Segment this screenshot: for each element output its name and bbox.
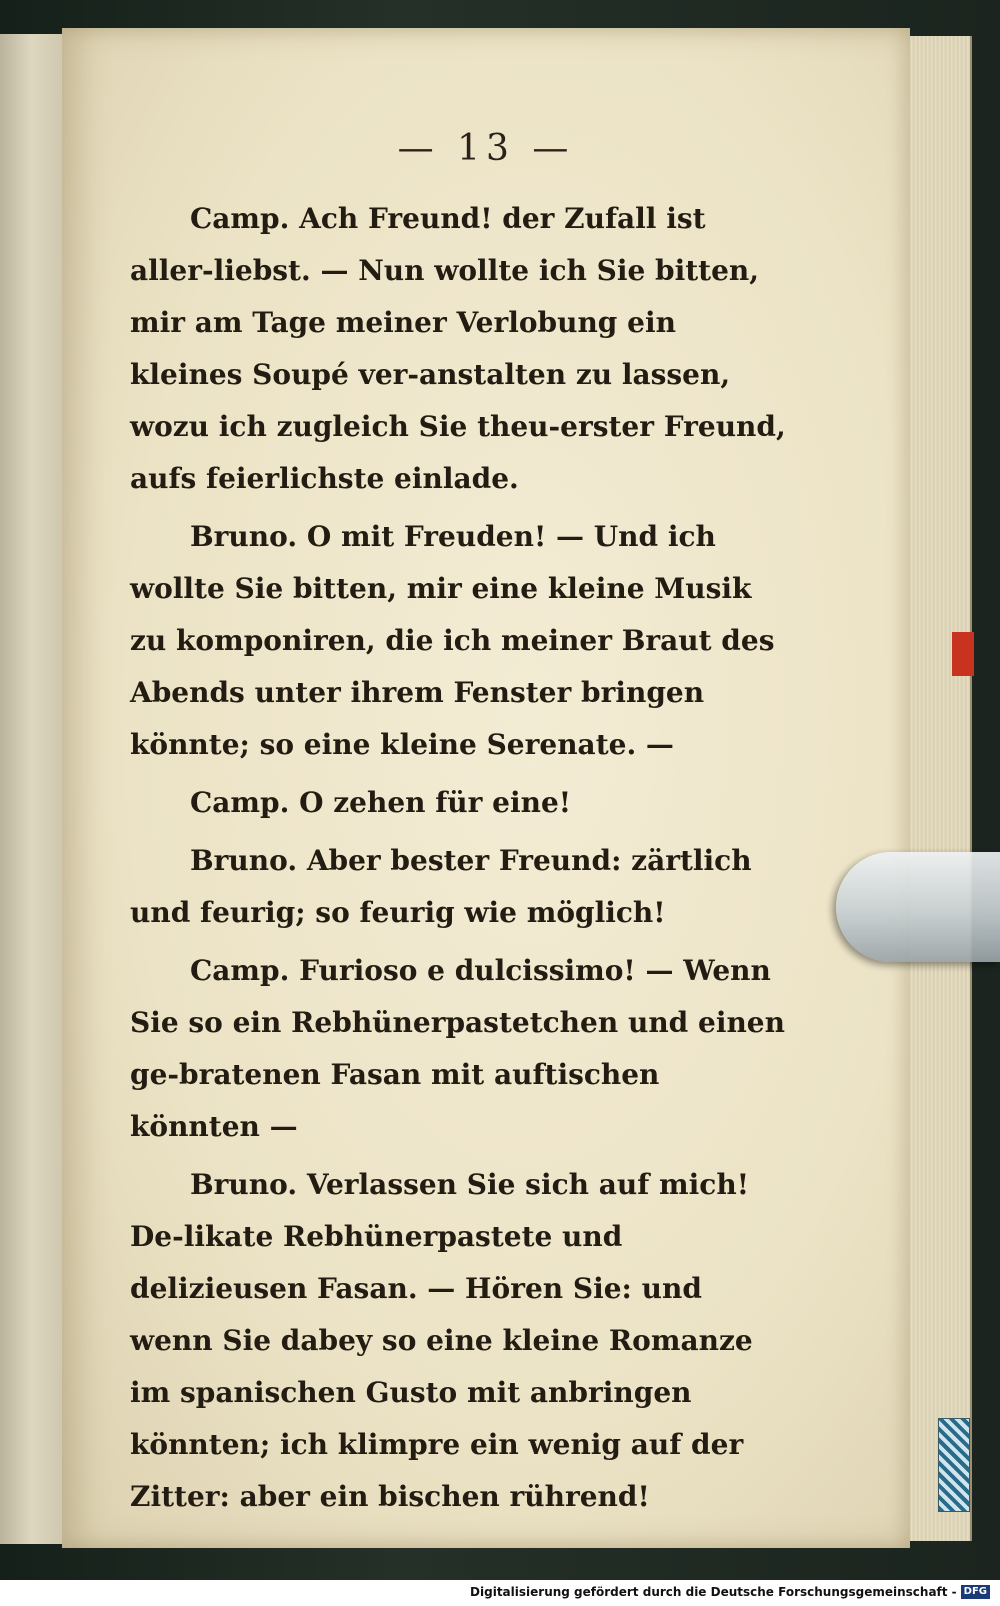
facing-page-edge bbox=[0, 34, 64, 1544]
library-label bbox=[938, 1418, 970, 1512]
page-text bbox=[130, 193, 790, 1529]
book-page bbox=[62, 28, 910, 1548]
paragraph: Bruno. Aber bester Freund: zärtlich und feurig; so feurig wie möglich! bbox=[130, 844, 752, 929]
page-holder-clip bbox=[836, 852, 1000, 962]
credit-text: Digitalisierung gefördert durch die Deutsche Forschungsgemeinschaft - bbox=[470, 1585, 957, 1599]
paragraph: Camp. Furioso e dulcissimo! — Wenn Sie so ein Rebhünerpastetchen und einen ge-bratenen Fasan mit auftischen könnten — bbox=[130, 954, 785, 1143]
funding-credit bbox=[466, 1582, 994, 1602]
paragraph: Bruno. O mit Freuden! — Und ich wollte Sie bitten, mir eine kleine Musik zu komponiren, die ich meiner Braut des Abends unter ihrem Fenster bringen könnte; so eine kleine Serenate. — bbox=[130, 520, 775, 761]
red-bookmark-tab bbox=[952, 632, 974, 676]
page-stack-edge bbox=[908, 36, 972, 1541]
paragraph: Bruno. Verlassen Sie sich auf mich! De-likate Rebhünerpastete und delizieusen Fasan. — Hören Sie: und wenn Sie dabey so eine kleine Romanze im spanischen Gusto mit anbringen könnten; ich klimpre ein wenig auf der Zitter: aber ein bischen rührend! bbox=[130, 1168, 753, 1513]
dfg-logo: DFG bbox=[961, 1585, 990, 1599]
paragraph: Camp. Ach Freund! der Zufall ist aller-liebst. — Nun wollte ich Sie bitten, mir am Tage meiner Verlobung ein kleines Soupé ver-anstalten zu lassen, wozu ich zugleich Sie theu-erster Freund, aufs feierlichste einlade. bbox=[130, 202, 786, 495]
page-number: — 13 — bbox=[397, 128, 575, 169]
paragraph: Camp. O zehen für eine! bbox=[190, 786, 572, 819]
